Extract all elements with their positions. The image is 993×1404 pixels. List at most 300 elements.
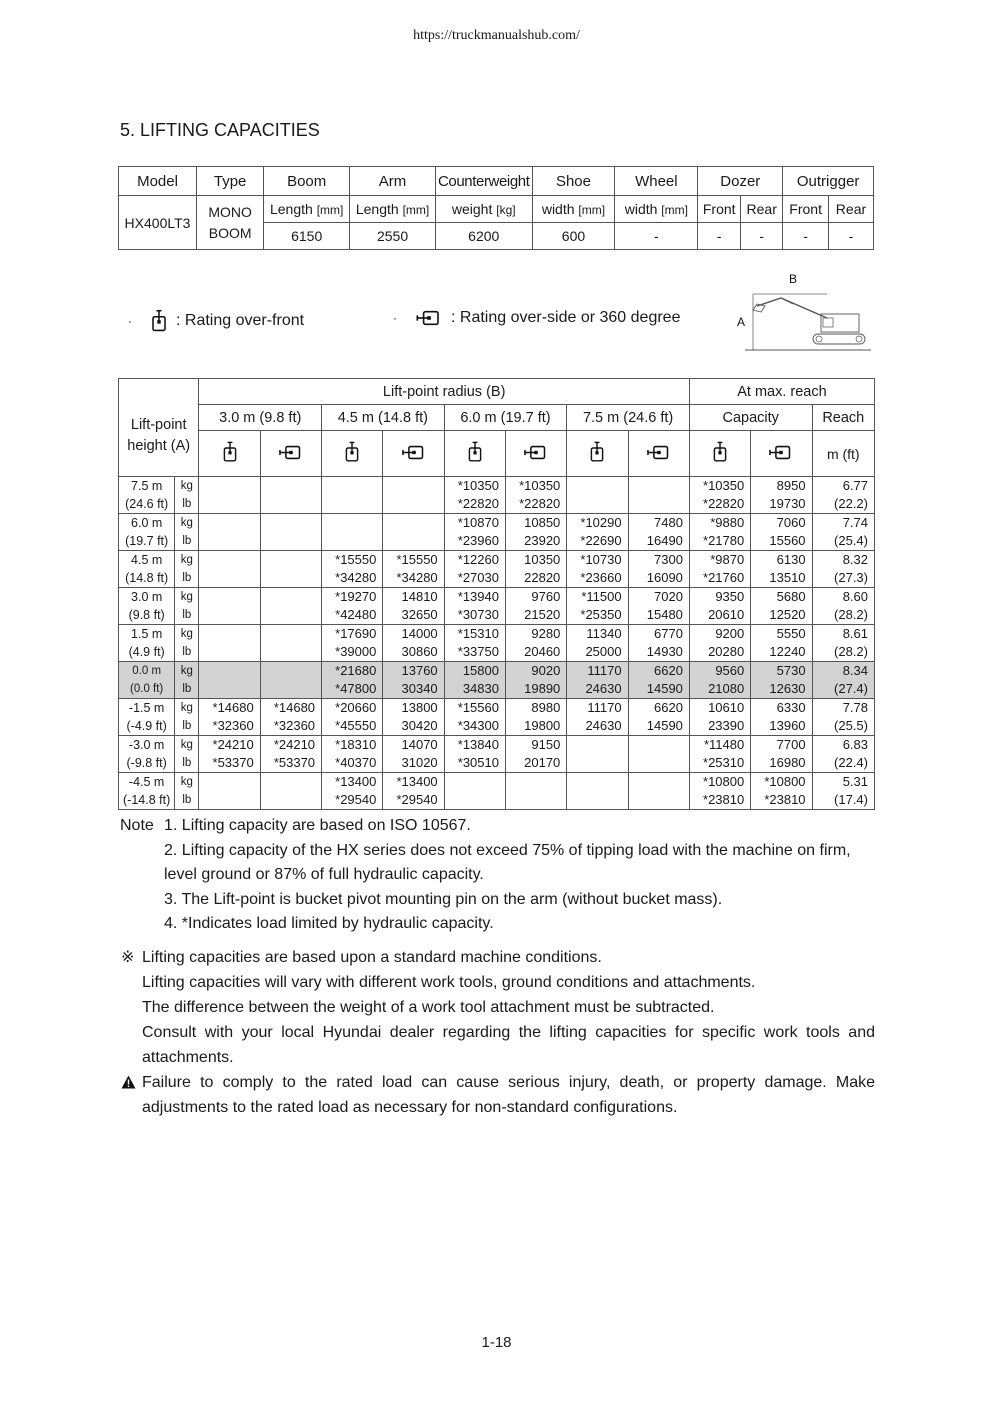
capacity-cell <box>199 773 260 792</box>
capacity-cell: 24630 <box>567 680 628 699</box>
capacity-cell: 9150 <box>505 736 566 755</box>
spec-cw-label-text: weight <box>451 201 493 217</box>
capacity-cell: 11170 <box>567 699 628 718</box>
spec-wheel-value: - <box>615 223 698 250</box>
notes-label: Note <box>120 817 154 834</box>
capacity-rows <box>119 477 875 810</box>
capacity-cell: *22820 <box>444 495 505 514</box>
capacity-cell: *10290 <box>567 514 628 533</box>
remark-text-1: Lifting capacities are based upon a standard machine conditions. <box>142 949 602 966</box>
capacity-cell <box>260 606 321 625</box>
capacity-cell: *23810 <box>689 791 750 810</box>
reach-cell: (28.2) <box>812 606 874 625</box>
capacity-cell: 10350 <box>505 551 566 570</box>
capacity-cell <box>444 791 505 810</box>
lift-height-ft: (19.7 ft) <box>119 532 175 551</box>
capacity-cell: *25310 <box>689 754 750 773</box>
capacity-cell: 25000 <box>567 643 628 662</box>
capacity-cell <box>322 514 383 533</box>
capacity-row-kg <box>119 662 875 681</box>
spec-wheel-unit: [mm] <box>661 203 688 217</box>
spec-header-dozer: Dozer <box>698 167 783 196</box>
spec-outrigger-rear: Rear <box>828 196 873 223</box>
capacity-cell: *14680 <box>199 699 260 718</box>
capacity-row-lb <box>119 717 875 736</box>
capacity-cell: *15560 <box>444 699 505 718</box>
capacity-row-kg <box>119 736 875 755</box>
capacity-cell: 14810 <box>383 588 444 607</box>
rating-over-front-icon <box>150 309 168 333</box>
capacity-cell <box>567 495 628 514</box>
spec-header-model: Model <box>119 167 197 196</box>
remark-text-2: Lifting capacities will vary with different work tools, ground conditions and attachments. <box>142 974 756 991</box>
capacity-cell: *34280 <box>322 569 383 588</box>
capacity-cell: 20460 <box>505 643 566 662</box>
capacity-cell: 6620 <box>628 662 689 681</box>
lift-height-ft: (9.8 ft) <box>119 606 175 625</box>
note-item-4: 4. *Indicates load limited by hydraulic capacity. <box>164 915 494 932</box>
capacity-cell: *10350 <box>444 477 505 496</box>
radius-header: Lift-point radius (B) <box>199 379 690 405</box>
capacity-cell: 16490 <box>628 532 689 551</box>
unit-lb: lb <box>175 791 199 810</box>
capacity-cell: 11340 <box>567 625 628 644</box>
rating-over-side-icon <box>505 431 566 477</box>
capacity-cell: 7060 <box>751 514 812 533</box>
lift-height-m: 7.5 m <box>119 477 175 496</box>
spec-table <box>118 166 874 250</box>
capacity-cell: 12240 <box>751 643 812 662</box>
spec-shoe-label <box>532 196 615 223</box>
capacity-row-kg <box>119 588 875 607</box>
reach-cell: (17.4) <box>812 791 874 810</box>
unit-kg: kg <box>175 625 199 644</box>
capacity-cell <box>199 588 260 607</box>
capacity-cell: *15550 <box>322 551 383 570</box>
capacity-cell: *20660 <box>322 699 383 718</box>
capacity-cell: *39000 <box>322 643 383 662</box>
lift-height-m: -4.5 m <box>119 773 175 792</box>
capacity-cell: *33750 <box>444 643 505 662</box>
lifting-capacity-table <box>118 378 875 810</box>
lift-height-m: 3.0 m <box>119 588 175 607</box>
spec-model: HX400LT3 <box>119 196 197 250</box>
reach-cell: (25.5) <box>812 717 874 736</box>
capacity-cell: 16980 <box>751 754 812 773</box>
capacity-cell: 13760 <box>383 662 444 681</box>
rating-over-side-icon <box>628 431 689 477</box>
spec-boom-label <box>264 196 350 223</box>
reach-cell: 8.34 <box>812 662 874 681</box>
unit-lb: lb <box>175 680 199 699</box>
radius-6-0: 6.0 m (19.7 ft) <box>444 405 567 431</box>
capacity-cell <box>628 791 689 810</box>
capacity-cell <box>567 754 628 773</box>
capacity-cell <box>383 495 444 514</box>
capacity-cell <box>628 477 689 496</box>
unit-kg: kg <box>175 588 199 607</box>
capacity-cell: *27030 <box>444 569 505 588</box>
capacity-row-lb <box>119 495 875 514</box>
capacity-cell <box>260 477 321 496</box>
capacity-row-kg <box>119 625 875 644</box>
capacity-cell: 9200 <box>689 625 750 644</box>
capacity-cell <box>628 754 689 773</box>
spec-arm-label <box>350 196 436 223</box>
capacity-cell <box>322 477 383 496</box>
capacity-cell: 14070 <box>383 736 444 755</box>
capacity-cell: 9350 <box>689 588 750 607</box>
capacity-cell: 23390 <box>689 717 750 736</box>
spec-header-boom: Boom <box>264 167 350 196</box>
capacity-cell: 34830 <box>444 680 505 699</box>
spec-dozer-rear: Rear <box>741 196 783 223</box>
note-item-2: 2. Lifting capacity of the HX series does not exceed 75% of tipping load with the machine on firm, level ground or 87% of full hydraulic capacity. <box>164 841 851 883</box>
rating-over-front-icon <box>444 431 505 477</box>
rating-over-side-icon <box>415 309 443 327</box>
capacity-cell: 13960 <box>751 717 812 736</box>
capacity-row-kg <box>119 551 875 570</box>
unit-kg: kg <box>175 773 199 792</box>
capacity-cell <box>628 773 689 792</box>
capacity-cell: 13800 <box>383 699 444 718</box>
reach-cell: (22.4) <box>812 754 874 773</box>
capacity-cell: *11500 <box>567 588 628 607</box>
spec-outrigger-front: Front <box>783 196 829 223</box>
unit-lb: lb <box>175 717 199 736</box>
lift-height-ft: (24.6 ft) <box>119 495 175 514</box>
capacity-cell: 30420 <box>383 717 444 736</box>
unit-lb: lb <box>175 532 199 551</box>
capacity-cell <box>567 477 628 496</box>
capacity-cell: 11170 <box>567 662 628 681</box>
max-reach-header: At max. reach <box>689 379 874 405</box>
capacity-row-lb <box>119 754 875 773</box>
capacity-cell: 15800 <box>444 662 505 681</box>
capacity-cell <box>260 514 321 533</box>
capacity-cell <box>199 495 260 514</box>
capacity-cell: 10610 <box>689 699 750 718</box>
capacity-cell: 12630 <box>751 680 812 699</box>
capacity-cell <box>199 569 260 588</box>
capacity-cell: 10850 <box>505 514 566 533</box>
lift-height-m: 6.0 m <box>119 514 175 533</box>
capacity-cell: *23960 <box>444 532 505 551</box>
capacity-cell: *10730 <box>567 551 628 570</box>
reach-cell: (27.4) <box>812 680 874 699</box>
spec-dozer-front-value: - <box>698 223 741 250</box>
capacity-cell: 19800 <box>505 717 566 736</box>
spec-header-outrigger: Outrigger <box>783 167 874 196</box>
capacity-cell: *22820 <box>689 495 750 514</box>
unit-kg: kg <box>175 551 199 570</box>
capacity-cell: *21760 <box>689 569 750 588</box>
note-item-1: 1. Lifting capacity are based on ISO 10567. <box>164 817 471 834</box>
remark-line-4 <box>121 1020 875 1070</box>
remark-line-1 <box>121 945 875 970</box>
rating-over-front-icon <box>199 431 260 477</box>
capacity-cell: 14930 <box>628 643 689 662</box>
rating-over-side-icon <box>751 431 812 477</box>
reach-cell: 8.32 <box>812 551 874 570</box>
capacity-cell: *30730 <box>444 606 505 625</box>
capacity-cell: *29540 <box>322 791 383 810</box>
capacity-cell <box>260 773 321 792</box>
capacity-cell <box>260 625 321 644</box>
spec-wheel-label-text: width <box>624 201 658 217</box>
capacity-cell: 9760 <box>505 588 566 607</box>
diagram-label-a: A <box>737 315 746 329</box>
capacity-cell: 8980 <box>505 699 566 718</box>
capacity-cell: 20170 <box>505 754 566 773</box>
capacity-row-lb <box>119 606 875 625</box>
unit-lb: lb <box>175 643 199 662</box>
capacity-cell <box>260 643 321 662</box>
capacity-cell <box>505 773 566 792</box>
capacity-row-lb <box>119 532 875 551</box>
spec-header-wheel: Wheel <box>615 167 698 196</box>
spec-arm-unit: [mm] <box>402 203 430 217</box>
capacity-cell: *23660 <box>567 569 628 588</box>
capacity-cell <box>199 514 260 533</box>
remark-line-2 <box>121 970 875 995</box>
capacity-cell: 19730 <box>751 495 812 514</box>
capacity-cell: 16090 <box>628 569 689 588</box>
lift-point-header <box>119 379 199 477</box>
spec-header-counterweight: Counterweight <box>435 167 532 196</box>
unit-kg: kg <box>175 736 199 755</box>
spec-dozer-rear-value: - <box>741 223 783 250</box>
capacity-cell: 32650 <box>383 606 444 625</box>
capacity-cell: *45550 <box>322 717 383 736</box>
capacity-cell <box>383 514 444 533</box>
capacity-cell: 14590 <box>628 717 689 736</box>
spec-boom-label-text: Length <box>269 201 313 217</box>
legend-front-label: : Rating over-front <box>176 312 305 329</box>
legend-side-label: : Rating over-side or 360 degree <box>451 309 681 326</box>
capacity-cell <box>260 495 321 514</box>
lift-height-ft: (-9.8 ft) <box>119 754 175 773</box>
capacity-cell: *13940 <box>444 588 505 607</box>
capacity-row-kg <box>119 477 875 496</box>
spec-cw-unit: [kg] <box>496 203 516 217</box>
lift-height-ft: (-4.9 ft) <box>119 717 175 736</box>
rating-over-front-icon <box>322 431 383 477</box>
spec-wheel-label <box>615 196 698 223</box>
legend-bullet: · <box>128 314 132 328</box>
capacity-cell <box>322 532 383 551</box>
remark-line-3 <box>121 995 875 1020</box>
capacity-cell <box>383 477 444 496</box>
unit-lb: lb <box>175 569 199 588</box>
capacity-cell: 14000 <box>383 625 444 644</box>
capacity-cell: *12260 <box>444 551 505 570</box>
capacity-cell: *10350 <box>689 477 750 496</box>
capacity-cell <box>260 662 321 681</box>
capacity-cell: *30510 <box>444 754 505 773</box>
capacity-row-lb <box>119 569 875 588</box>
capacity-cell: 9280 <box>505 625 566 644</box>
warning-icon <box>121 1075 136 1089</box>
lift-height-ft: (-14.8 ft) <box>119 791 175 810</box>
lift-height-m: -3.0 m <box>119 736 175 755</box>
capacity-cell: *10870 <box>444 514 505 533</box>
unit-kg: kg <box>175 477 199 496</box>
reach-cell: 6.77 <box>812 477 874 496</box>
unit-kg: kg <box>175 514 199 533</box>
capacity-cell <box>199 551 260 570</box>
reach-cell: (25.4) <box>812 532 874 551</box>
capacity-cell: *42480 <box>322 606 383 625</box>
rating-over-front-icon <box>567 431 628 477</box>
reach-cell: 6.83 <box>812 736 874 755</box>
source-url[interactable]: https://truckmanualshub.com/ <box>413 28 580 43</box>
capacity-row-kg <box>119 699 875 718</box>
capacity-cell <box>260 569 321 588</box>
capacity-cell: 21080 <box>689 680 750 699</box>
capacity-cell: *34300 <box>444 717 505 736</box>
capacity-cell: 15480 <box>628 606 689 625</box>
capacity-cell <box>444 773 505 792</box>
capacity-cell <box>383 532 444 551</box>
lift-height-m: 0.0 m <box>119 662 175 681</box>
capacity-cell: 9020 <box>505 662 566 681</box>
capacity-cell <box>260 551 321 570</box>
capacity-cell: *10800 <box>689 773 750 792</box>
reach-header: Reach <box>812 405 874 431</box>
spec-cw-label <box>435 196 532 223</box>
page-number: 1-18 <box>481 1334 512 1351</box>
spec-arm-value: 2550 <box>350 223 436 250</box>
unit-lb: lb <box>175 606 199 625</box>
capacity-cell: *25350 <box>567 606 628 625</box>
reach-cell: (27.3) <box>812 569 874 588</box>
capacity-cell <box>199 477 260 496</box>
capacity-cell: 8950 <box>751 477 812 496</box>
spec-dozer-front: Front <box>698 196 741 223</box>
capacity-cell: 6620 <box>628 699 689 718</box>
capacity-cell <box>505 791 566 810</box>
capacity-cell <box>199 625 260 644</box>
spec-type-line2: BOOM <box>208 224 252 241</box>
lift-height-ft: (14.8 ft) <box>119 569 175 588</box>
spec-boom-value: 6150 <box>264 223 350 250</box>
spec-type <box>197 196 264 250</box>
capacity-cell: *10350 <box>505 477 566 496</box>
spec-arm-label-text: Length <box>355 201 399 217</box>
capacity-cell: *34280 <box>383 569 444 588</box>
capacity-cell: 6330 <box>751 699 812 718</box>
capacity-cell <box>199 532 260 551</box>
capacity-cell: 14590 <box>628 680 689 699</box>
capacity-cell <box>567 773 628 792</box>
legend-bullet: · <box>393 311 397 325</box>
lift-height-ft: (4.9 ft) <box>119 643 175 662</box>
unit-kg: kg <box>175 662 199 681</box>
capacity-cell: *22820 <box>505 495 566 514</box>
spec-boom-unit: [mm] <box>316 203 344 217</box>
note-item-3: 3. The Lift-point is bucket pivot mounting pin on the arm (without bucket mass). <box>164 890 723 908</box>
reach-cell: 8.60 <box>812 588 874 607</box>
warning-text: Failure to comply to the rated load can cause serious injury, death, or property damage. Make adjustments to the rated load as necessary for non-standard configurations. <box>142 1074 875 1116</box>
lift-height-m: -1.5 m <box>119 699 175 718</box>
capacity-cell: *32360 <box>199 717 260 736</box>
capacity-cell: 6130 <box>751 551 812 570</box>
lift-height-m: 1.5 m <box>119 625 175 644</box>
capacity-cell: 6770 <box>628 625 689 644</box>
capacity-cell: 19890 <box>505 680 566 699</box>
capacity-cell: 22820 <box>505 569 566 588</box>
capacity-cell: *21680 <box>322 662 383 681</box>
capacity-cell <box>260 791 321 810</box>
capacity-row-lb <box>119 791 875 810</box>
spec-shoe-unit: [mm] <box>578 203 606 217</box>
lift-point-header-line1: Lift-point <box>130 416 187 433</box>
radius-4-5: 4.5 m (14.8 ft) <box>322 405 445 431</box>
capacity-cell: *32360 <box>260 717 321 736</box>
capacity-cell <box>199 662 260 681</box>
spec-shoe-value: 600 <box>532 223 615 250</box>
notes <box>120 814 876 937</box>
capacity-cell: *24210 <box>260 736 321 755</box>
spec-outrigger-front-value: - <box>783 223 829 250</box>
capacity-row-lb <box>119 680 875 699</box>
capacity-cell: *23810 <box>751 791 812 810</box>
capacity-cell <box>199 680 260 699</box>
capacity-cell <box>567 791 628 810</box>
reach-unit: m (ft) <box>812 431 874 477</box>
diagram-label-b: B <box>789 272 798 286</box>
excavator-diagram <box>735 270 875 354</box>
capacity-cell <box>199 606 260 625</box>
rating-over-side-icon <box>383 431 444 477</box>
capacity-cell <box>567 736 628 755</box>
spec-type-line1: MONO <box>208 203 252 220</box>
spec-header-shoe: Shoe <box>532 167 615 196</box>
capacity-cell: 9560 <box>689 662 750 681</box>
reach-cell: (22.2) <box>812 495 874 514</box>
capacity-cell: 30860 <box>383 643 444 662</box>
section-title: 5. LIFTING CAPACITIES <box>120 120 320 140</box>
reach-cell: 7.74 <box>812 514 874 533</box>
capacity-cell <box>628 495 689 514</box>
capacity-cell: 21520 <box>505 606 566 625</box>
spec-outrigger-rear-value: - <box>828 223 873 250</box>
capacity-cell: 5550 <box>751 625 812 644</box>
capacity-cell: *9880 <box>689 514 750 533</box>
capacity-cell: 20280 <box>689 643 750 662</box>
reach-cell: 7.78 <box>812 699 874 718</box>
radius-3-0: 3.0 m (9.8 ft) <box>199 405 322 431</box>
capacity-cell <box>199 643 260 662</box>
capacity-cell: 5680 <box>751 588 812 607</box>
capacity-cell: *15310 <box>444 625 505 644</box>
capacity-row-kg <box>119 773 875 792</box>
capacity-cell <box>260 680 321 699</box>
capacity-row-kg <box>119 514 875 533</box>
capacity-cell: 13510 <box>751 569 812 588</box>
remark-text-3: The difference between the weight of a work tool attachment must be subtracted. <box>142 999 715 1016</box>
reach-cell: (28.2) <box>812 643 874 662</box>
spec-header-type: Type <box>197 167 264 196</box>
capacity-cell: 31020 <box>383 754 444 773</box>
reach-cell: 8.61 <box>812 625 874 644</box>
reach-cell: 5.31 <box>812 773 874 792</box>
warning-line <box>121 1070 875 1120</box>
capacity-cell: *40370 <box>322 754 383 773</box>
capacity-cell: 5730 <box>751 662 812 681</box>
capacity-cell: *15550 <box>383 551 444 570</box>
